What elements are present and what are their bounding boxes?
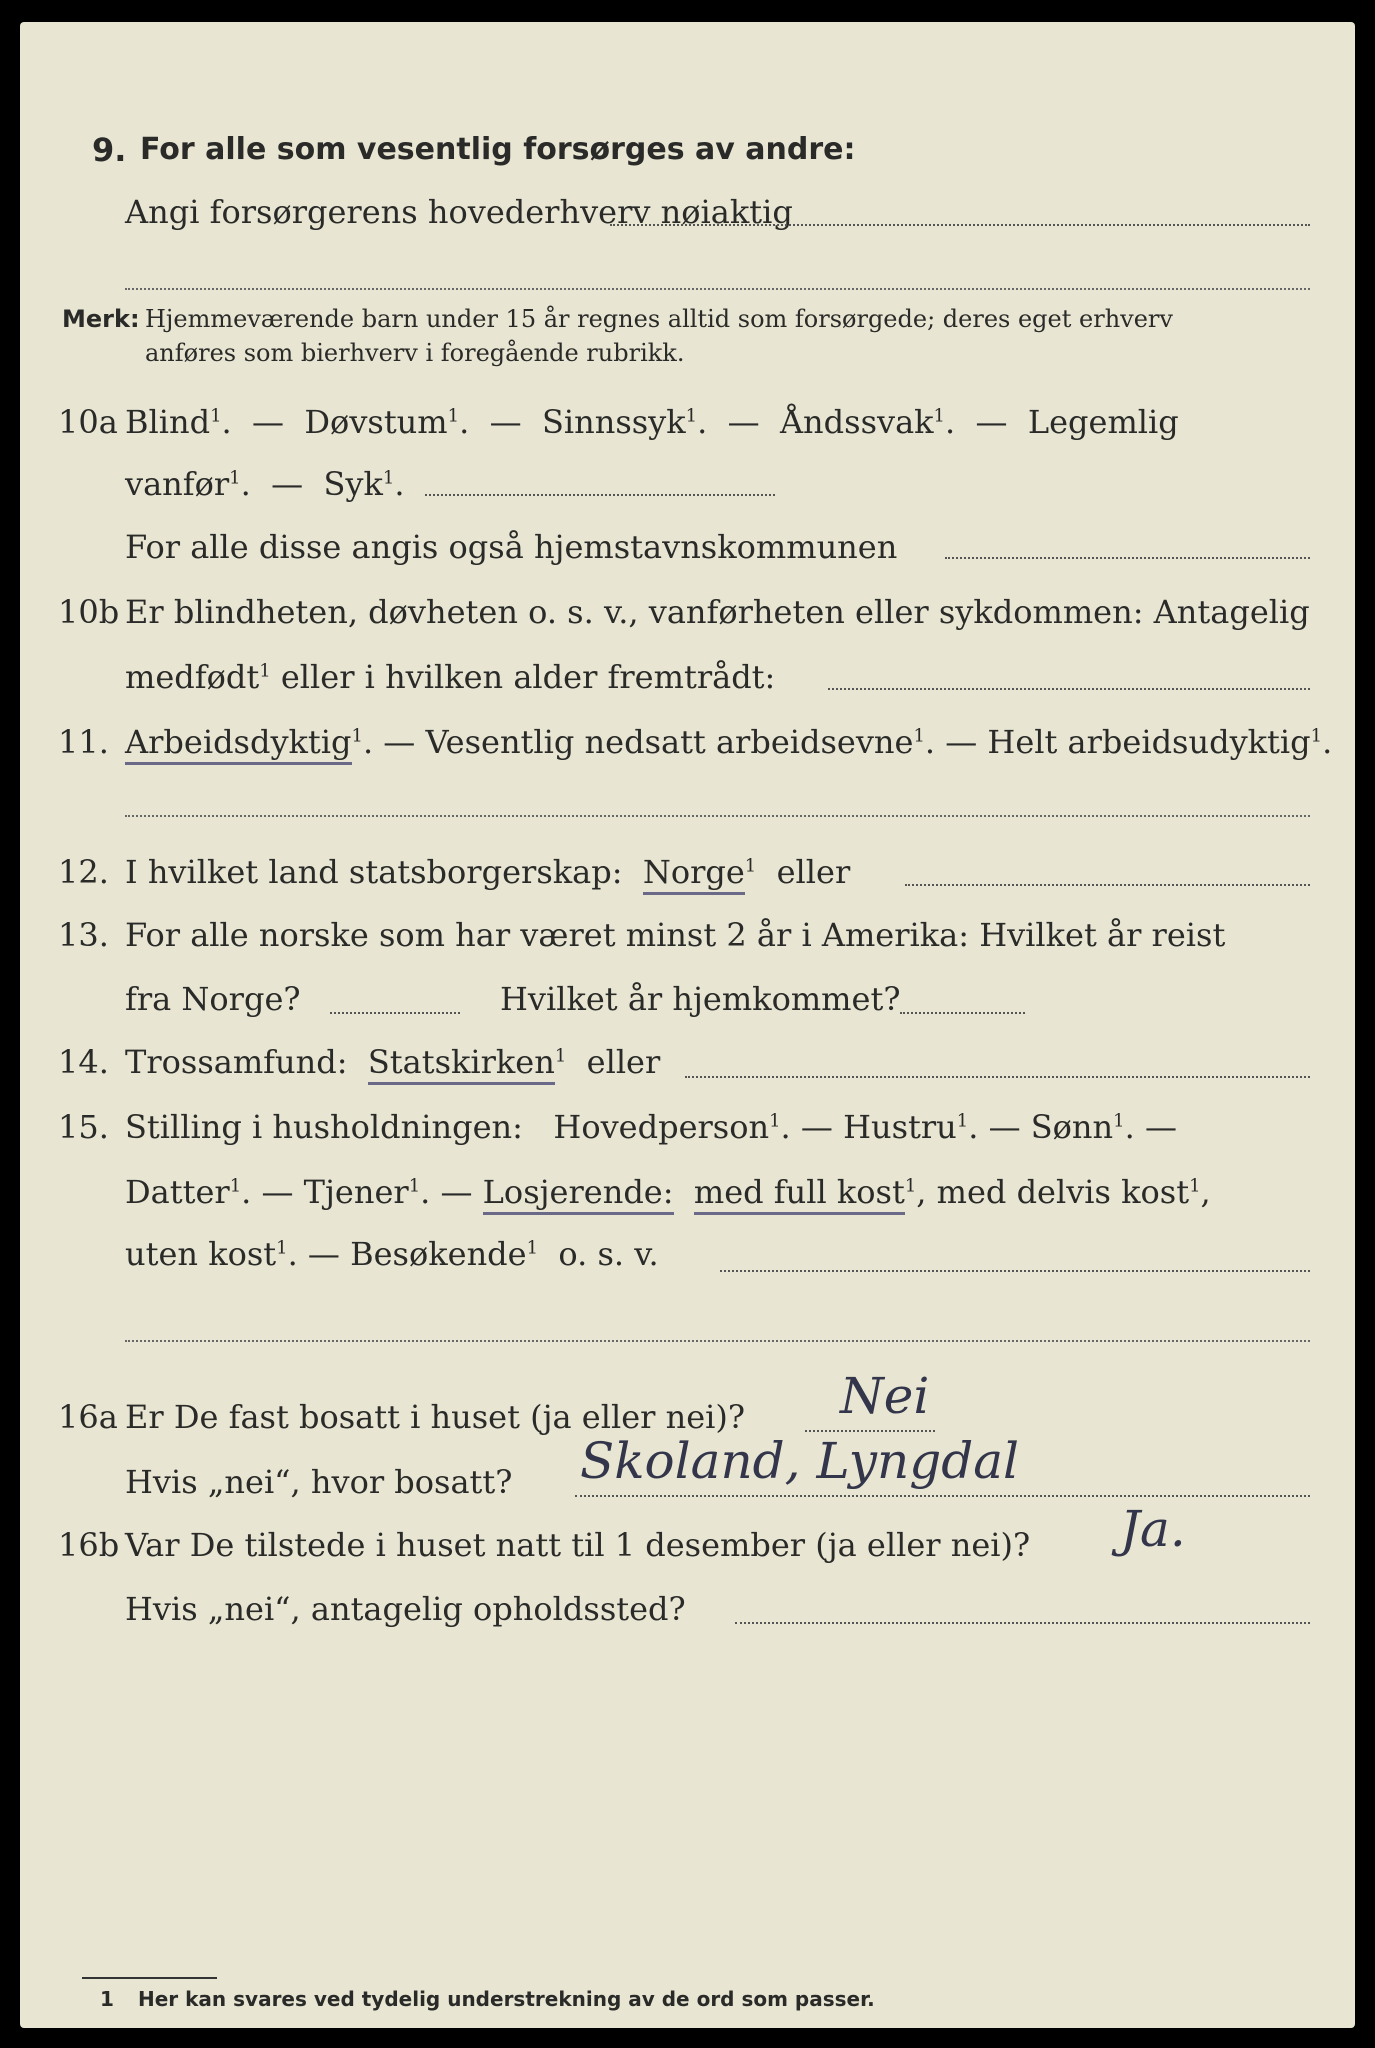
q13-hjemkommet-line[interactable]: [900, 1012, 1025, 1014]
option-blind[interactable]: Blind: [125, 403, 211, 441]
q16b-line-1: Var De tilstede i huset natt til 1 desember (ja eller nei)?: [125, 1526, 1031, 1564]
q16a-handwritten-answer-1: Nei: [840, 1367, 930, 1425]
footnote-mark: 1: [259, 660, 271, 682]
q11-number: 11.: [58, 723, 109, 761]
merk-line-2: anføres som bierhverv i foregående rubrikk.: [145, 339, 685, 367]
q16a-answer-line-2[interactable]: [575, 1495, 1310, 1497]
q15-line-1: Stilling i husholdningen: Hovedperson$^1$. — Hustru$^1$. — Sønn$^1$. —: [125, 1108, 1177, 1146]
option-norge[interactable]: Norge: [643, 853, 745, 895]
q13-line-2b: Hvilket år hjemkommet?: [500, 980, 901, 1018]
option-med-delvis-kost[interactable]: med delvis kost: [936, 1173, 1190, 1211]
q9-question: Angi forsørgerens hovederhverv nøiaktig: [125, 193, 793, 231]
q10b-number: 10b: [58, 593, 120, 631]
q16a-line-2: Hvis „nei“, hvor bosatt?: [125, 1463, 513, 1501]
footnote-mark: 1: [769, 1110, 781, 1132]
footnote-mark: 1: [913, 725, 925, 747]
q16b-handwritten-answer-1: Ja.: [1120, 1500, 1186, 1558]
q15-answer-line-2[interactable]: [125, 1340, 1310, 1342]
footnote-mark: 1: [904, 1175, 917, 1197]
footnote-mark: 1: [526, 1237, 539, 1259]
census-form-page: [20, 22, 1355, 2028]
q13-line-1: For alle norske som har været minst 2 år i Amerika: Hvilket år reist: [125, 916, 1226, 954]
footnote-mark: 1: [276, 1237, 288, 1259]
q9-answer-line[interactable]: [610, 224, 1310, 226]
q11-line: Arbeidsdyktig$^1$. — Vesentlig nedsatt arbeidsevne$^1$. — Helt arbeidsudyktig$^1$.: [125, 722, 1332, 762]
q13-line-2a: fra Norge?: [125, 980, 301, 1018]
footnote-mark: 1: [100, 1987, 114, 2011]
option-med-full-kost[interactable]: med full kost: [694, 1173, 905, 1215]
q15-answer-line[interactable]: [720, 1270, 1310, 1272]
q9-number: 9.: [92, 131, 127, 169]
option-syk[interactable]: Syk: [323, 465, 383, 503]
q11-answer-line[interactable]: [125, 815, 1310, 817]
q15-prefix: Stilling i husholdningen:: [125, 1108, 523, 1146]
q14-prefix: Trossamfund:: [125, 1043, 348, 1081]
q12-answer-line[interactable]: [905, 884, 1310, 886]
footnote-mark: 1: [210, 405, 222, 427]
q10a-number: 10a: [58, 403, 118, 441]
footnote-mark: 1: [554, 1045, 567, 1067]
q10b-answer-line[interactable]: [828, 688, 1310, 690]
q14-eller: eller: [586, 1043, 661, 1081]
option-sonn[interactable]: Sønn: [1030, 1108, 1114, 1146]
q16b-number: 16b: [58, 1526, 120, 1564]
q10a-line-2: vanfør$^1$. — Syk$^1$.: [125, 465, 405, 503]
footnote-mark: 1: [382, 467, 395, 489]
q12-line: [125, 852, 850, 892]
footnote-mark: 1: [1189, 1175, 1201, 1197]
option-statskirken[interactable]: Statskirken: [368, 1043, 555, 1085]
q10b-line-1: Er blindheten, døvheten o. s. v., vanførheten eller sykdommen: Antagelig: [125, 593, 1310, 631]
footnote-mark: 1: [933, 405, 945, 427]
merk-line-1: Hjemmeværende barn under 15 år regnes alltid som forsørgede; deres eget erhverv: [145, 305, 1173, 333]
q16a-number: 16a: [58, 1398, 118, 1436]
footnote-text: Her kan svares ved tydelig understrekning av de ord som passer.: [138, 1987, 875, 2011]
q13-reist-line[interactable]: [330, 1012, 460, 1014]
q10a-line-3: For alle disse angis også hjemstavnskommunen: [125, 528, 898, 566]
option-vesentlig-nedsatt[interactable]: Vesentlig nedsatt arbeidsevne: [425, 723, 914, 761]
option-andssvak[interactable]: Åndssvak: [779, 403, 934, 441]
footnote-mark: 1: [1310, 725, 1323, 747]
option-datter[interactable]: Datter: [125, 1173, 230, 1211]
footnote-mark: 1: [447, 405, 460, 427]
q10a-hjemstavn-line[interactable]: [945, 557, 1310, 559]
q16a-line-1: Er De fast bosatt i huset (ja eller nei)?: [125, 1398, 746, 1436]
q15-line-2: Datter$^1$. — Tjener$^1$. — Losjerende: med full kost$^1$, med delvis kost$^1$,: [125, 1172, 1211, 1212]
q16b-answer-line-2[interactable]: [735, 1622, 1310, 1624]
q10b-alder-text: eller i hvilken alder fremtrådt:: [270, 658, 776, 696]
option-hustru[interactable]: Hustru: [843, 1108, 957, 1146]
merk-label: Merk:: [62, 305, 140, 333]
footnote-mark: 1: [229, 467, 241, 489]
option-legemlig[interactable]: Legemlig: [1027, 403, 1179, 441]
option-besokende[interactable]: Besøkende: [350, 1235, 527, 1273]
q16b-line-2: Hvis „nei“, antagelig opholdssted?: [125, 1590, 686, 1628]
footnote-mark: 1: [956, 1110, 969, 1132]
option-helt-udyktig[interactable]: Helt arbeidsudyktig: [987, 723, 1311, 761]
footnote-mark: 1: [685, 405, 698, 427]
option-tjener[interactable]: Tjener: [303, 1173, 409, 1211]
option-arbeidsdyktig[interactable]: Arbeidsdyktig: [125, 723, 352, 765]
q9-answer-line-2[interactable]: [125, 288, 1310, 290]
option-dovstum[interactable]: Døvstum: [304, 403, 448, 441]
footnote-mark: 1: [408, 1175, 421, 1197]
option-uten-kost[interactable]: uten kost: [125, 1235, 277, 1273]
q10a-syk-line[interactable]: [425, 494, 775, 496]
q15-osv: o. s. v.: [558, 1235, 659, 1273]
footnote-mark: 1: [229, 1175, 242, 1197]
q15-number: 15.: [58, 1108, 109, 1146]
option-hovedperson[interactable]: Hovedperson: [553, 1108, 770, 1146]
q14-line: [125, 1042, 660, 1082]
q10b-line-2: [125, 657, 775, 697]
option-losjerende[interactable]: Losjerende:: [483, 1173, 674, 1215]
q14-number: 14.: [58, 1043, 109, 1081]
q14-answer-line[interactable]: [685, 1076, 1310, 1078]
q10a-line-1: Blind$^1$. — Døvstum$^1$. — Sinnssyk$^1$. — Åndssvak$^1$. — Legemlig: [125, 403, 1179, 441]
footnote-mark: 1: [1113, 1110, 1125, 1132]
q12-eller: eller: [776, 853, 851, 891]
footnote-rule: [82, 1977, 217, 1979]
option-sinnssyk[interactable]: Sinnssyk: [541, 403, 686, 441]
q15-line-3: uten kost$^1$. — Besøkende$^1$ o. s. v.: [125, 1235, 659, 1273]
q12-number: 12.: [58, 853, 109, 891]
q12-prefix: I hvilket land statsborgerskap:: [125, 853, 623, 891]
footnote-mark: 1: [744, 855, 757, 877]
footnote-mark: 1: [351, 725, 363, 747]
q9-heading: For alle som vesentlig forsørges av andre:: [140, 132, 856, 167]
q16a-handwritten-answer-2: Skoland, Lyngdal: [580, 1432, 1020, 1490]
option-medfodt[interactable]: medfødt: [125, 658, 260, 696]
option-vanfor[interactable]: vanfør: [125, 465, 230, 503]
q13-number: 13.: [58, 916, 109, 954]
